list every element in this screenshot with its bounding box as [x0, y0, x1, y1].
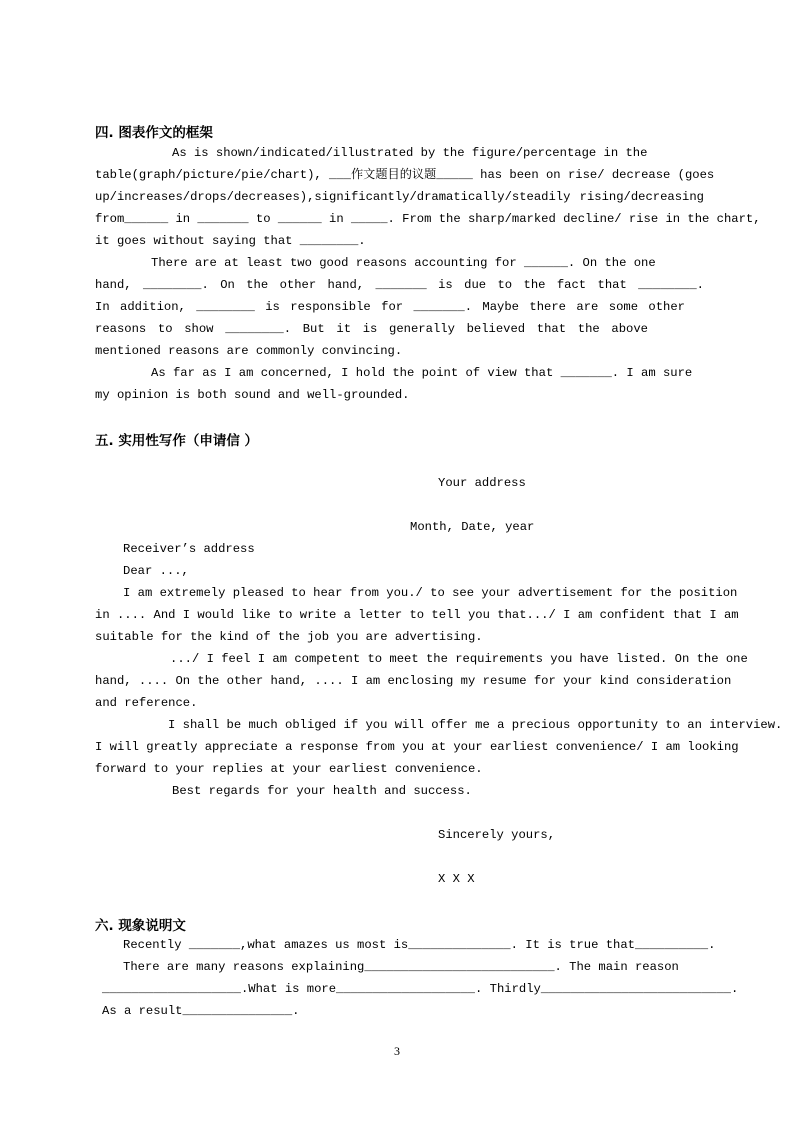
section4-line-8: In addition, ________ is responsible for _______. Maybe there are some other [95, 300, 685, 314]
section6-heading: 六. 现象说明文 [95, 918, 186, 934]
letter-line-7: I shall be much obliged if you will offer me a precious opportunity to an interview. [168, 718, 783, 732]
section4-line-6: There are at least two good reasons accounting for ______. On the one [151, 256, 656, 270]
letter-line-9: forward to your replies at your earliest convenience. [95, 762, 483, 776]
section4-line-10: mentioned reasons are commonly convincing. [95, 344, 403, 358]
section4-line-9: reasons to show ________. But it is generally believed that the above [95, 322, 648, 336]
signature: X X X [438, 872, 475, 886]
section4-line-5: it goes without saying that ________. [95, 234, 366, 248]
section4-heading: 四. 图表作文的框架 [95, 125, 213, 141]
section4-line-3: up/increases/drops/decreases),significantly/dramatically/steadily rising/decreasing [95, 190, 704, 204]
letter-line-8: I will greatly appreciate a response from you at your earliest convenience/ I am looking [95, 740, 739, 754]
receiver-address: Receiver’s address [123, 542, 255, 556]
salutation: Dear ..., [123, 564, 189, 578]
section4-line-7: hand, ________. On the other hand, _______ is due to the fact that ________. [95, 278, 704, 292]
section4-line-12: my opinion is both sound and well-grounded. [95, 388, 410, 402]
letter-line-10: Best regards for your health and success. [172, 784, 472, 798]
section6-line-4: As a result_______________. [102, 1004, 300, 1018]
letter-line-1: I am extremely pleased to hear from you./ to see your advertisement for the position [123, 586, 738, 600]
section6-line-2: There are many reasons explaining__________________________. The main reason [123, 960, 679, 974]
date-line: Month, Date, year [410, 520, 535, 534]
letter-line-4: .../ I feel I am competent to meet the requirements you have listed. On the one [170, 652, 748, 666]
page-number: 3 [394, 1044, 400, 1058]
letter-line-2: in .... And I would like to write a letter to tell you that.../ I am confident that I am [95, 608, 739, 622]
section6-line-1: Recently _______,what amazes us most is______________. It is true that__________. [123, 938, 716, 952]
section4-line-2: table(graph/picture/pie/chart), ___作文题目的议题_____ has been on rise/ decrease (goes [95, 168, 715, 182]
closing: Sincerely yours, [438, 828, 556, 842]
section6-line-3: ___________________.What is more___________________. Thirdly__________________________. [102, 982, 739, 996]
your-address: Your address [438, 476, 526, 490]
section4-line-4: from______ in _______ to ______ in _____. From the sharp/marked decline/ rise in the chart, [95, 212, 761, 226]
section4-line-11: As far as I am concerned, I hold the point of view that _______. I am sure [151, 366, 693, 380]
section4-line-1: As is shown/indicated/illustrated by the figure/percentage in the [172, 146, 648, 160]
letter-line-6: and reference. [95, 696, 198, 710]
letter-line-3: suitable for the kind of the job you are advertising. [95, 630, 483, 644]
letter-line-5: hand, .... On the other hand, .... I am enclosing my resume for your kind consideration [95, 674, 732, 688]
section5-heading: 五. 实用性写作（申请信 ） [95, 433, 259, 449]
